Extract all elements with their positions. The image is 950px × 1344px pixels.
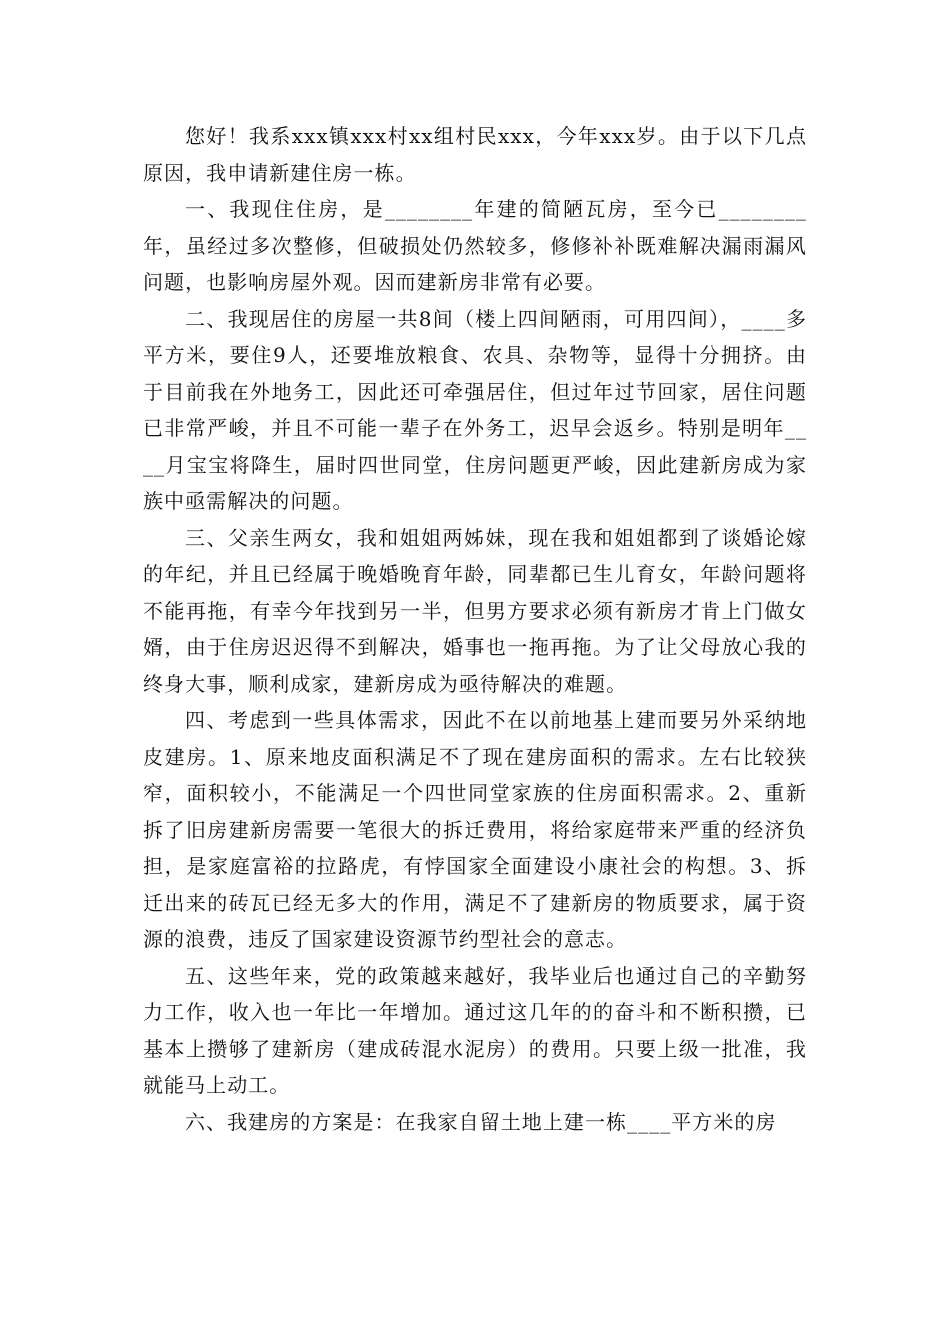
reason-paragraph-6: 六、我建房的方案是：在我家自留土地上建一栋____平方米的房 — [185, 1109, 777, 1134]
application-letter-body — [143, 118, 807, 1140]
reason-paragraph-1: 一、我现住住房，是________年建的简陋瓦房，至今已________年，虽经过多次整修，但破损处仍然较多，修修补补既难解决漏雨漏风问题，也影响房屋外观。因而建新房非常有必要。 — [143, 197, 807, 294]
reason-paragraph-4: 四、考虑到一些具体需求，因此不在以前地基上建而要另外采纳地皮建房。1、原来地皮面积满足不了现在建房面积的需求。左右比较狭窄，面积较小，不能满足一个四世同堂家族的住房面积需求。2、重新拆了旧房建新房需要一笔很大的拆迁费用，将给家庭带来严重的经济负担，是家庭富裕的拉路虎，有悖国家全面建设小康社会的构想。3、拆迁出来的砖瓦已经无多大的作用，满足不了建新房的物质要求，属于资源的浪费，违反了国家建设资源节约型社会的意志。 — [143, 708, 807, 951]
reason-paragraph-5: 五、这些年来，党的政策越来越好，我毕业后也通过自己的辛勤努力工作，收入也一年比一年增加。通过这几年的的奋斗和不断积攒，已基本上攒够了建新房（建成砖混水泥房）的费用。只要上级一批准，我就能马上动工。 — [143, 963, 807, 1097]
greeting-paragraph: 您好！我系xxx镇xxx村xx组村民xxx，今年xxx岁。由于以下几点原因，我申请新建住房一栋。 — [143, 124, 807, 185]
reason-paragraph-3: 三、父亲生两女，我和姐姐两姊妹，现在我和姐姐都到了谈婚论嫁的年纪，并且已经属于晚婚晚育年龄，同辈都已生儿育女，年龄问题将不能再拖，有幸今年找到另一半，但男方要求必须有新房才肯上门做女婿，由于住房迟迟得不到解决，婚事也一拖再拖。为了让父母放心我的终身大事，顺利成家，建新房成为亟待解决的难题。 — [143, 525, 807, 696]
reason-paragraph-2: 二、我现居住的房屋一共8间（楼上四间陋雨，可用四间），____多平方米，要住9人，还要堆放粮食、农具、杂物等，显得十分拥挤。由于目前我在外地务工，因此还可牵强居住，但过年过节回家，居住问题已非常严峻，并且不可能一辈子在外务工，迟早会返乡。特别是明年____月宝宝将降生，届时四世同堂，住房问题更严峻，因此建新房成为家族中亟需解决的问题。 — [143, 306, 807, 513]
